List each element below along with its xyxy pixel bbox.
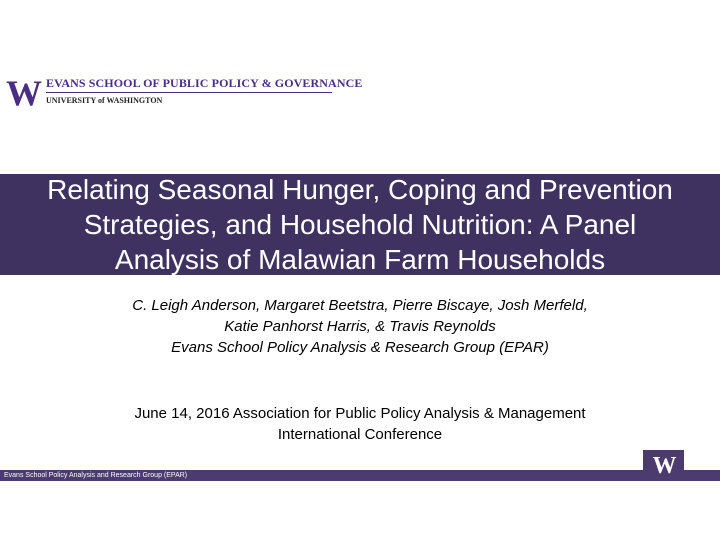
- authors: [0, 295, 720, 358]
- footer-bar: [0, 470, 720, 481]
- affiliation: Evans School Policy Analysis & Research Group (EPAR): [171, 339, 549, 356]
- authors-line-1: C. Leigh Anderson, Margaret Beetstra, Pierre Biscaye, Josh Merfeld,: [132, 297, 588, 314]
- logo-text: [46, 76, 362, 105]
- university-name: UNIVERSITY of WASHINGTON: [46, 96, 163, 105]
- uw-w-icon: W: [652, 452, 675, 479]
- footer-uw-logo: [643, 450, 684, 481]
- event-line-2: International Conference: [277, 426, 443, 443]
- title-line-3: Analysis of Malawian Farm Households: [114, 244, 606, 275]
- slide-title: [10, 172, 710, 277]
- title-band: [0, 174, 720, 275]
- uw-w-icon: W: [6, 73, 40, 113]
- authors-line-2: Katie Panhorst Harris, & Travis Reynolds: [224, 318, 496, 335]
- evans-school-logo: [6, 73, 363, 113]
- event-line-1: June 14, 2016 Association for Public Policy Analysis & Management: [134, 405, 586, 422]
- title-line-1: Relating Seasonal Hunger, Coping and Prevention: [47, 174, 673, 205]
- event-info: [0, 403, 720, 445]
- logo-divider: [46, 92, 332, 93]
- title-line-2: Strategies, and Household Nutrition: A Panel: [83, 209, 637, 240]
- footer-text: Evans School Policy Analysis and Research Group (EPAR): [4, 472, 188, 479]
- org-name: EVANS SCHOOL OF PUBLIC POLICY & GOVERNANCE: [46, 76, 363, 90]
